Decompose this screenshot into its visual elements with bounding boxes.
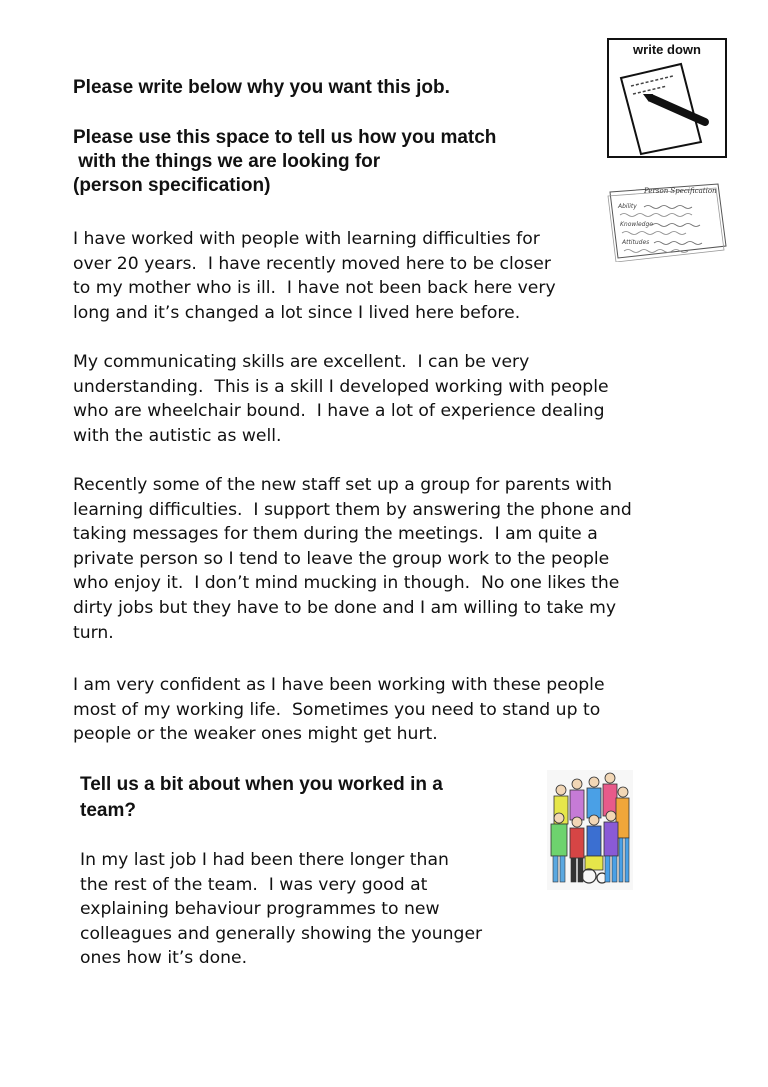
person-spec-heading: Person Specification bbox=[644, 187, 717, 195]
answer-line: people or the weaker ones might get hurt. bbox=[73, 724, 438, 745]
answer-line: who are wheelchair bound. I have a lot of experience dealing bbox=[73, 401, 605, 422]
answer-line: who enjoy it. I don’t mind mucking in though. No one likes the bbox=[73, 573, 620, 594]
answer-line: with the autistic as well. bbox=[73, 425, 282, 446]
team-answer bbox=[80, 848, 482, 971]
answer-line: over 20 years. I have recently moved here to be closer bbox=[73, 253, 551, 274]
answer-line: the rest of the team. I was very good at bbox=[80, 874, 428, 895]
write-down-icon bbox=[607, 38, 727, 158]
section2-question-line-1: Tell us a bit about when you worked in a bbox=[80, 774, 443, 795]
answer-line: I am very confident as I have been working with these people bbox=[73, 675, 605, 695]
answer-line: I have worked with people with learning difficulties for bbox=[73, 229, 540, 249]
answer-line: turn. bbox=[73, 622, 114, 643]
answer-paragraph-2 bbox=[73, 350, 609, 448]
answer-line: long and it’s changed a lot since I lived here before. bbox=[73, 302, 521, 323]
answer-line: Recently some of the new staff set up a group for parents with bbox=[73, 475, 612, 495]
answer-line: taking messages for them during the meetings. I am quite a bbox=[73, 524, 598, 545]
answer-line: to my mother who is ill. I have not been back here very bbox=[73, 278, 556, 299]
answer-paragraph-4 bbox=[73, 673, 605, 747]
section1-question-line-2: with the things we are looking for bbox=[73, 151, 381, 172]
answer-line: My communicating skills are excellent. I can be very bbox=[73, 352, 530, 372]
answer-line: explaining behaviour programmes to new bbox=[80, 899, 440, 920]
answer-line: understanding. This is a skill I developed working with people bbox=[73, 376, 609, 397]
person-spec-row-1: Ability bbox=[618, 203, 637, 210]
answer-line: In my last job I had been there longer than bbox=[80, 850, 449, 870]
answer-line: private person so I tend to leave the group work to the people bbox=[73, 548, 610, 569]
answer-line: most of my working life. Sometimes you need to stand up to bbox=[73, 699, 601, 720]
team-group-image bbox=[547, 770, 633, 890]
answer-paragraph-3 bbox=[73, 473, 632, 645]
section2-question-line-2: team? bbox=[80, 800, 136, 821]
person-spec-row-3: Attitudes bbox=[622, 239, 650, 246]
answer-line: ones how it’s done. bbox=[80, 948, 248, 969]
write-down-label: write down bbox=[633, 42, 701, 57]
answer-line: dirty jobs but they have to be done and I am willing to take my bbox=[73, 597, 617, 618]
answer-paragraph-1 bbox=[73, 227, 556, 325]
answer-line: colleagues and generally showing the younger bbox=[80, 923, 483, 944]
person-specification-sheet-image bbox=[604, 180, 730, 262]
section1-heading: Please write below why you want this job. bbox=[73, 77, 450, 98]
answer-line: learning difficulties. I support them by answering the phone and bbox=[73, 499, 632, 520]
person-spec-row-2: Knowledge bbox=[620, 221, 653, 228]
section1-question-line-3: (person specification) bbox=[73, 175, 271, 196]
section1-question-line-1: Please use this space to tell us how you match bbox=[73, 127, 497, 148]
